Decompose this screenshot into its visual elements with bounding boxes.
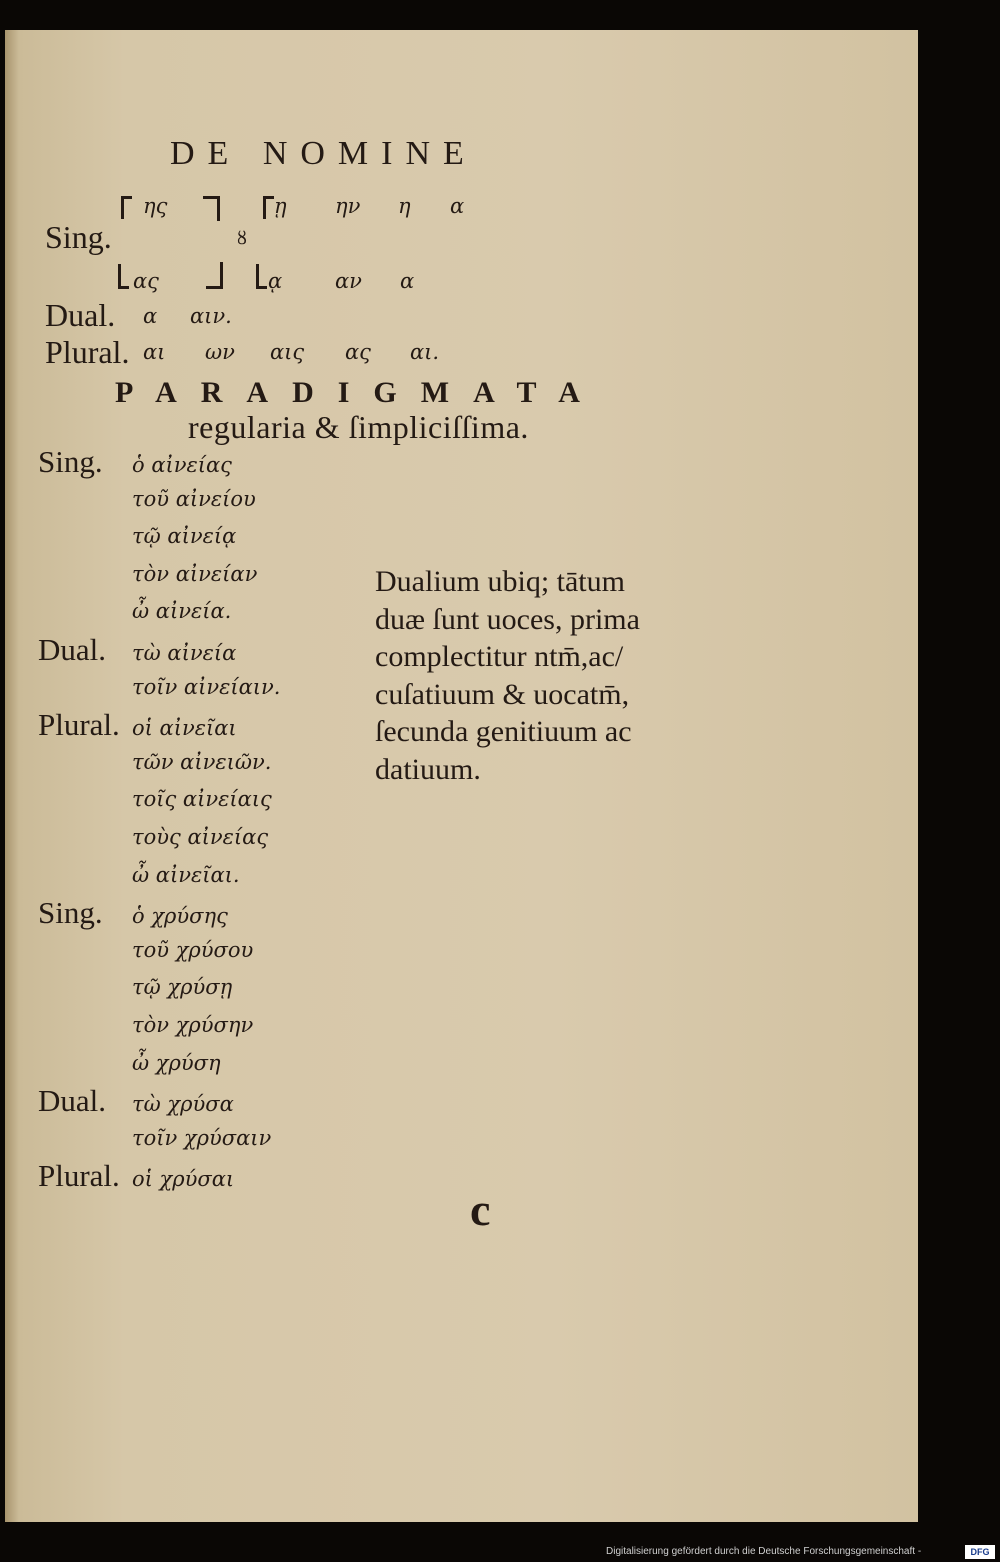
paradigm-row xyxy=(38,669,280,707)
greek-form: ὦ χρύση xyxy=(132,1050,221,1075)
plural-ending: ας xyxy=(345,340,371,364)
bracket-open-top xyxy=(263,196,274,219)
bracket-close-top xyxy=(203,196,220,221)
plural-ending: ων xyxy=(205,340,235,364)
greek-form: τοῖν αἰνείαιν. xyxy=(132,674,281,699)
greek-form: τὸν αἰνείαν xyxy=(132,561,258,586)
greek-form: τῶν αἰνειῶν. xyxy=(132,749,272,774)
paradigm-list xyxy=(38,443,280,1195)
note-line: ſecunda genitiuum ac xyxy=(375,715,632,748)
dual-note xyxy=(375,563,640,788)
greek-form: τὼ χρύσα xyxy=(132,1092,234,1117)
dual-label: Dual. xyxy=(45,297,116,333)
note-line: cuſatiuum & uocatm̄, xyxy=(375,677,630,711)
digitization-credit: Digitalisierung gefördert durch die Deutsche Forschungsgemeinschaft - xyxy=(606,1546,922,1557)
paradigm-row xyxy=(38,556,280,594)
plural-ending: αι xyxy=(143,340,166,364)
ending-voc-alpha-2: α xyxy=(400,269,415,293)
greek-form: ὦ αἰνεία. xyxy=(132,599,232,624)
dual-ending: α xyxy=(143,304,158,328)
paradigm-title: PARADIGMATA xyxy=(115,376,604,409)
paradigm-row xyxy=(38,1045,280,1083)
paradigm-row xyxy=(38,894,280,932)
number-label: Plural. xyxy=(38,707,120,743)
ending-dat-alpha: ᾳ xyxy=(268,269,283,293)
sing-label: Sing. xyxy=(45,219,112,255)
paradigm-row xyxy=(38,1082,280,1120)
paradigm-row xyxy=(38,1007,280,1045)
greek-form: ὁ χρύσης xyxy=(132,904,228,929)
paradigm-row xyxy=(38,481,280,519)
paradigm-row xyxy=(38,443,280,481)
greek-form: οἱ αἰνεῖαι xyxy=(132,716,237,741)
number-label: Dual. xyxy=(38,631,107,667)
greek-form: οἱ χρύσαι xyxy=(132,1167,235,1192)
greek-form: ὦ αἰνεῖαι. xyxy=(132,862,240,887)
greek-form: τοῖς αἰνείαις xyxy=(132,787,272,812)
ending-acc-eta: ην xyxy=(335,194,361,218)
paradigm-row xyxy=(38,518,280,556)
paradigm-row xyxy=(38,857,280,895)
paradigm-row xyxy=(38,932,280,970)
paradigm-row xyxy=(38,1157,280,1195)
dual-ending: αιν. xyxy=(190,304,232,328)
ending-nom-masc: ης xyxy=(143,194,168,218)
page-heading: DE NOMINE xyxy=(170,135,477,172)
greek-form: τὼ αἰνεία xyxy=(132,640,237,665)
paradigm-row xyxy=(38,593,280,631)
ending-acc-alpha: αν xyxy=(335,269,362,293)
greek-form: τοῦ αἰνείου xyxy=(132,486,256,511)
note-line: duæ ſunt uoces, prima xyxy=(375,602,640,636)
signature-mark: c xyxy=(470,1184,491,1235)
note-line: datiuum. xyxy=(375,752,481,786)
bracket-close-bottom xyxy=(206,262,223,289)
plural-label: Plural. xyxy=(45,334,130,370)
ending-voc-alpha: α xyxy=(450,194,465,218)
paradigm-row xyxy=(38,631,280,669)
paradigm-row xyxy=(38,969,280,1007)
number-label: Plural. xyxy=(38,1158,120,1194)
number-label: Dual. xyxy=(38,1083,107,1119)
paradigm-row xyxy=(38,781,280,819)
greek-form: τῷ χρύσῃ xyxy=(132,975,233,1000)
plural-ending: αι. xyxy=(410,340,440,364)
dfg-logo: DFG xyxy=(965,1545,995,1559)
greek-form: τοῖν χρύσαιν xyxy=(132,1125,272,1150)
ending-gen: ȣ xyxy=(237,228,247,249)
paradigm-subtitle: regularia & ſimpliciſſima. xyxy=(188,409,529,445)
greek-form: τῷ αἰνείᾳ xyxy=(132,524,237,549)
ending-dat-eta: ῃ xyxy=(274,194,287,218)
plural-ending: αις xyxy=(270,340,305,364)
bracket-open-bottom xyxy=(256,264,267,289)
paradigm-row xyxy=(38,744,280,782)
greek-form: τὸν χρύσην xyxy=(132,1012,254,1037)
number-label: Sing. xyxy=(38,895,103,931)
number-label: Sing. xyxy=(38,444,103,479)
ending-nom-alpha: ας xyxy=(133,269,159,293)
bracket-open-top xyxy=(121,196,132,219)
greek-form: ὁ αἰνείας xyxy=(132,453,232,477)
note-line: Dualium ubiq; tātum xyxy=(375,565,625,598)
greek-form: τοὺς αἰνείας xyxy=(132,824,269,849)
bracket-open-bottom xyxy=(118,264,129,289)
paradigm-row xyxy=(38,819,280,857)
paradigm-row xyxy=(38,1120,280,1158)
ending-voc-eta: η xyxy=(398,194,411,218)
greek-form: τοῦ χρύσου xyxy=(132,937,254,962)
paradigm-row xyxy=(38,706,280,744)
note-line: complectitur ntm̄,ac/ xyxy=(375,640,624,673)
